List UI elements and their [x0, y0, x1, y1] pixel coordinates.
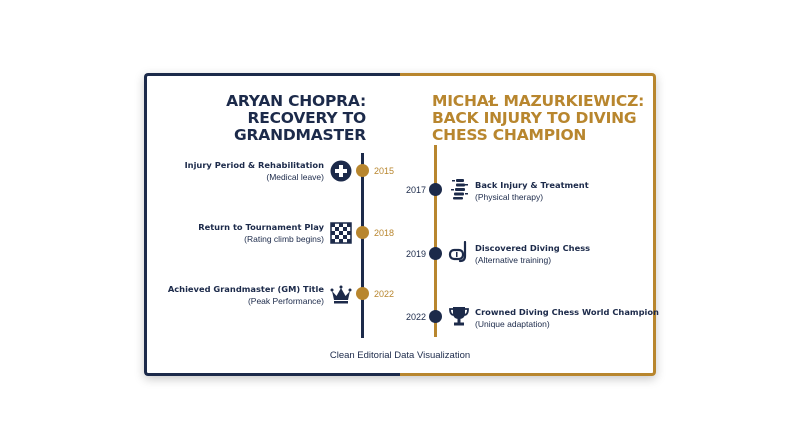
left-event-subtitle: (Peak Performance): [247, 296, 324, 306]
left-title: [226, 93, 366, 144]
snorkel-icon: [448, 241, 470, 263]
right-event-text: [475, 242, 590, 266]
crown-icon: [330, 283, 352, 305]
right-title-line: BACK INJURY TO DIVING: [432, 109, 637, 127]
right-event-dot: [429, 183, 442, 196]
right-event-title: Back Injury & Treatment: [475, 180, 589, 190]
chessboard-icon: [330, 222, 352, 244]
right-title-line: CHESS CHAMPION: [432, 126, 587, 144]
right-event-title: Discovered Diving Chess: [475, 243, 591, 253]
left-title-line: RECOVERY TO: [247, 109, 366, 127]
left-title-line: GRANDMASTER: [234, 126, 366, 144]
left-event-text: [198, 221, 324, 245]
left-event-text: [168, 283, 324, 307]
left-event-subtitle: (Medical leave): [266, 172, 324, 182]
right-timeline-axis: [434, 145, 437, 337]
right-event-dot: [429, 310, 442, 323]
trophy-icon: [448, 305, 470, 327]
footer-caption: Clean Editorial Data Visualization: [329, 350, 471, 361]
left-event-title: Injury Period & Rehabilitation: [184, 160, 324, 170]
right-title-line: MICHAŁ MAZURKIEWICZ:: [432, 92, 645, 110]
left-event-dot: [356, 226, 369, 239]
right-event-subtitle: (Physical therapy): [475, 192, 544, 202]
right-event-subtitle: (Alternative training): [475, 255, 552, 265]
right-event-title: Crowned Diving Chess World Champion: [475, 307, 659, 317]
left-event-title: Achieved Grandmaster (GM) Title: [167, 284, 324, 294]
right-event-dot: [429, 247, 442, 260]
left-event-subtitle: (Rating climb begins): [244, 234, 324, 244]
left-event-dot: [356, 164, 369, 177]
right-event-year: 2022: [405, 312, 426, 322]
left-event-title: Return to Tournament Play: [198, 222, 324, 232]
medical-cross-icon: [330, 160, 352, 182]
right-event-text: [475, 179, 589, 203]
left-timeline-axis: [361, 153, 364, 338]
right-event-subtitle: (Unique adaptation): [475, 319, 550, 329]
spine-icon: [449, 178, 471, 200]
left-title-line: ARYAN CHOPRA:: [226, 92, 366, 110]
right-title: [432, 93, 644, 144]
left-event-text: [185, 159, 324, 183]
right-event-year: 2017: [405, 185, 426, 195]
left-event-year: 2015: [374, 166, 395, 176]
timeline-card: [144, 73, 659, 376]
right-event-text: [475, 306, 659, 330]
left-event-year: 2022: [374, 289, 395, 299]
left-event-year: 2018: [374, 228, 395, 238]
right-event-year: 2019: [405, 249, 426, 259]
left-event-dot: [356, 287, 369, 300]
